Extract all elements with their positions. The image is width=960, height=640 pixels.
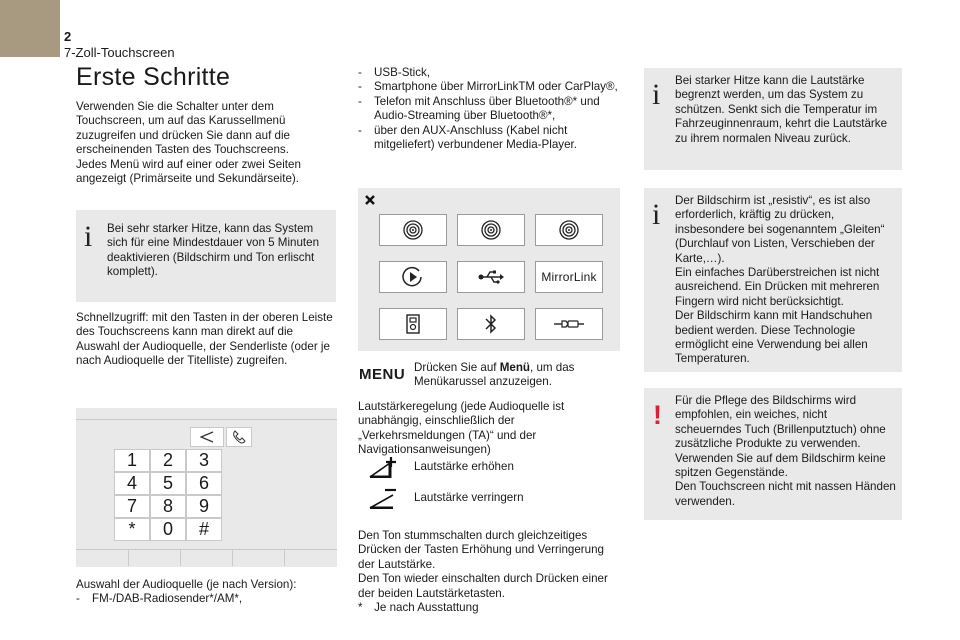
volume-up-icon[interactable]: [369, 456, 397, 483]
radio-am-icon[interactable]: [535, 214, 603, 246]
note-heat-system: [76, 210, 336, 302]
menu-text: [414, 361, 614, 390]
volume-intro: Lautstärkeregelung (jede Audioquelle ist unabhängig, einschließlich der „Verkehrsmeldungen (TA)“ und der Navigationsanweisungen): [358, 400, 565, 457]
note-text: Bei starker Hitze kann die Lautstärke begrenzt werden, um das System zu schützen. Senkt sich die Temperatur im Fahrzeuginnenraum, kehrt die Lautstärke zu ihrem normalen Niveau zurück.: [675, 74, 888, 145]
keypad-key[interactable]: 5: [150, 472, 186, 495]
mute-text: Den Ton stummschalten durch gleichzeitiges Drücken der Tasten Erhöhung und Verringerung der Lautstärke. Den Ton wieder einschalten durch Drücken einer der beiden Lautstärketasten.: [358, 529, 608, 600]
note-heat-volume: [644, 68, 902, 170]
info-icon: i: [652, 198, 661, 231]
chapter-tab: [0, 0, 60, 57]
divider: [76, 419, 337, 420]
radio-dab-icon[interactable]: [457, 214, 525, 246]
page-number: 2: [64, 29, 72, 44]
shortcut-text: Schnellzugriff: mit den Tasten in der oberen Leiste des Touchscreens kann man direkt auf die Auswahl der Audioquelle, der Senderliste (oder je nach Audioquelle der Titelliste) zugreifen.: [76, 311, 333, 368]
volume-down-label: Lautstärke verringern: [414, 491, 524, 504]
tab-slot[interactable]: [76, 549, 128, 566]
chapter-title: 7-Zoll-Touchscreen: [64, 45, 175, 60]
note-text: Bei sehr starker Hitze, kann das System sich für eine Mindestdauer von 5 Minuten deaktivieren (Bildschirm und Ton erlischt komplett).: [107, 222, 320, 279]
page-title: Erste Schritte: [76, 63, 231, 91]
note-text: Der Bildschirm ist „resistiv“, es ist also erforderlich, kräftig zu drücken, insbesondere bei sogenanntem „Gleiten“ (Durchlauf von Listen, Verschieben der Karte,…). Ein einfaches Darüberstreichen ist nicht ausreichend. Ein Drücken mit mehreren Fingern wird nicht berücksichtigt. Der Bildschirm kann mit Handschuhen bedient werden. Diese Technologie ermöglicht eine Verwendung bei allen Temperaturen.: [675, 194, 885, 366]
close-icon[interactable]: [364, 193, 376, 211]
keypad-key[interactable]: 3: [186, 449, 222, 472]
list-item: - über den AUX-Anschluss (Kabel nicht mitgeliefert) verbundener Media-Player.: [358, 124, 620, 153]
tab-slot[interactable]: [128, 549, 180, 566]
keypad-key[interactable]: 0: [150, 518, 186, 541]
volume-up-label: Lautstärke erhöhen: [414, 460, 514, 473]
source-selection-lead: Auswahl der Audioquelle (je nach Version):: [76, 578, 297, 591]
volume-down-icon[interactable]: [369, 487, 397, 514]
menu-text-pre: Drücken Sie auf: [414, 361, 500, 374]
menu-button[interactable]: MENU: [359, 366, 406, 383]
usb-icon[interactable]: [457, 261, 525, 293]
sd-card-icon[interactable]: [379, 308, 447, 340]
intro-text: Verwenden Sie die Schalter unter dem Touchscreen, um auf das Karussellmenü zuzugreifen und drücken Sie dann auf die erscheinenden Tasten des Touchscreens. Jedes Menü wird auf einer oder zwei Seiten angezeigt (Primärseite und Sekundärseite).: [76, 100, 301, 186]
note-care: [644, 388, 902, 520]
note-text: Für die Pflege des Bildschirms wird empfohlen, ein weiches, nicht scheuerndes Tuch (Brillenputztuch) ohne zusätzliche Produkte zu verwenden. Verwenden Sie auf dem Bildschirm keine spitzen Gegenstände. Den Touchscreen nicht mit nassen Händen verwenden.: [675, 394, 896, 508]
tab-slot[interactable]: [180, 549, 232, 566]
radio-fm-icon[interactable]: [379, 214, 447, 246]
keypad-key[interactable]: 7: [114, 495, 150, 518]
list-item: - USB-Stick,: [358, 66, 620, 80]
tab-slot[interactable]: [232, 549, 284, 566]
keypad-key[interactable]: 9: [186, 495, 222, 518]
tab-slot[interactable]: [284, 549, 337, 566]
list-item: - Telefon mit Anschluss über Bluetooth®* und Audio-Streaming über Bluetooth®*,: [358, 95, 620, 124]
source-list-1: [76, 592, 336, 606]
note-resistive: [644, 188, 902, 372]
back-arrow-icon[interactable]: [190, 427, 224, 447]
keypad-key[interactable]: 1: [114, 449, 150, 472]
list-item: - FM-/DAB-Radiosender*/AM*,: [76, 592, 336, 606]
keypad-key[interactable]: 8: [150, 495, 186, 518]
phone-handset-icon[interactable]: [226, 427, 252, 447]
menu-text-bold: Menü: [499, 361, 530, 374]
source-list-2: [358, 66, 620, 152]
list-item: - Smartphone über MirrorLinkTM oder CarPlay®,: [358, 80, 620, 94]
keypad-key[interactable]: #: [186, 518, 222, 541]
info-icon: i: [84, 220, 93, 253]
menu-text-post: , um das Menükarussel anzuzeigen.: [414, 361, 575, 389]
bluetooth-icon[interactable]: [457, 308, 525, 340]
media-play-icon[interactable]: [379, 261, 447, 293]
keypad-key[interactable]: 4: [114, 472, 150, 495]
mirrorlink-logo[interactable]: MirrorLink: [535, 261, 603, 293]
footnote: * Je nach Ausstattung: [358, 601, 479, 614]
warning-icon: !: [653, 400, 662, 430]
keypad-key[interactable]: 2: [150, 449, 186, 472]
info-icon: i: [652, 78, 661, 111]
keypad-key[interactable]: *: [114, 518, 150, 541]
keypad-key[interactable]: 6: [186, 472, 222, 495]
aux-jack-icon[interactable]: [535, 308, 603, 340]
